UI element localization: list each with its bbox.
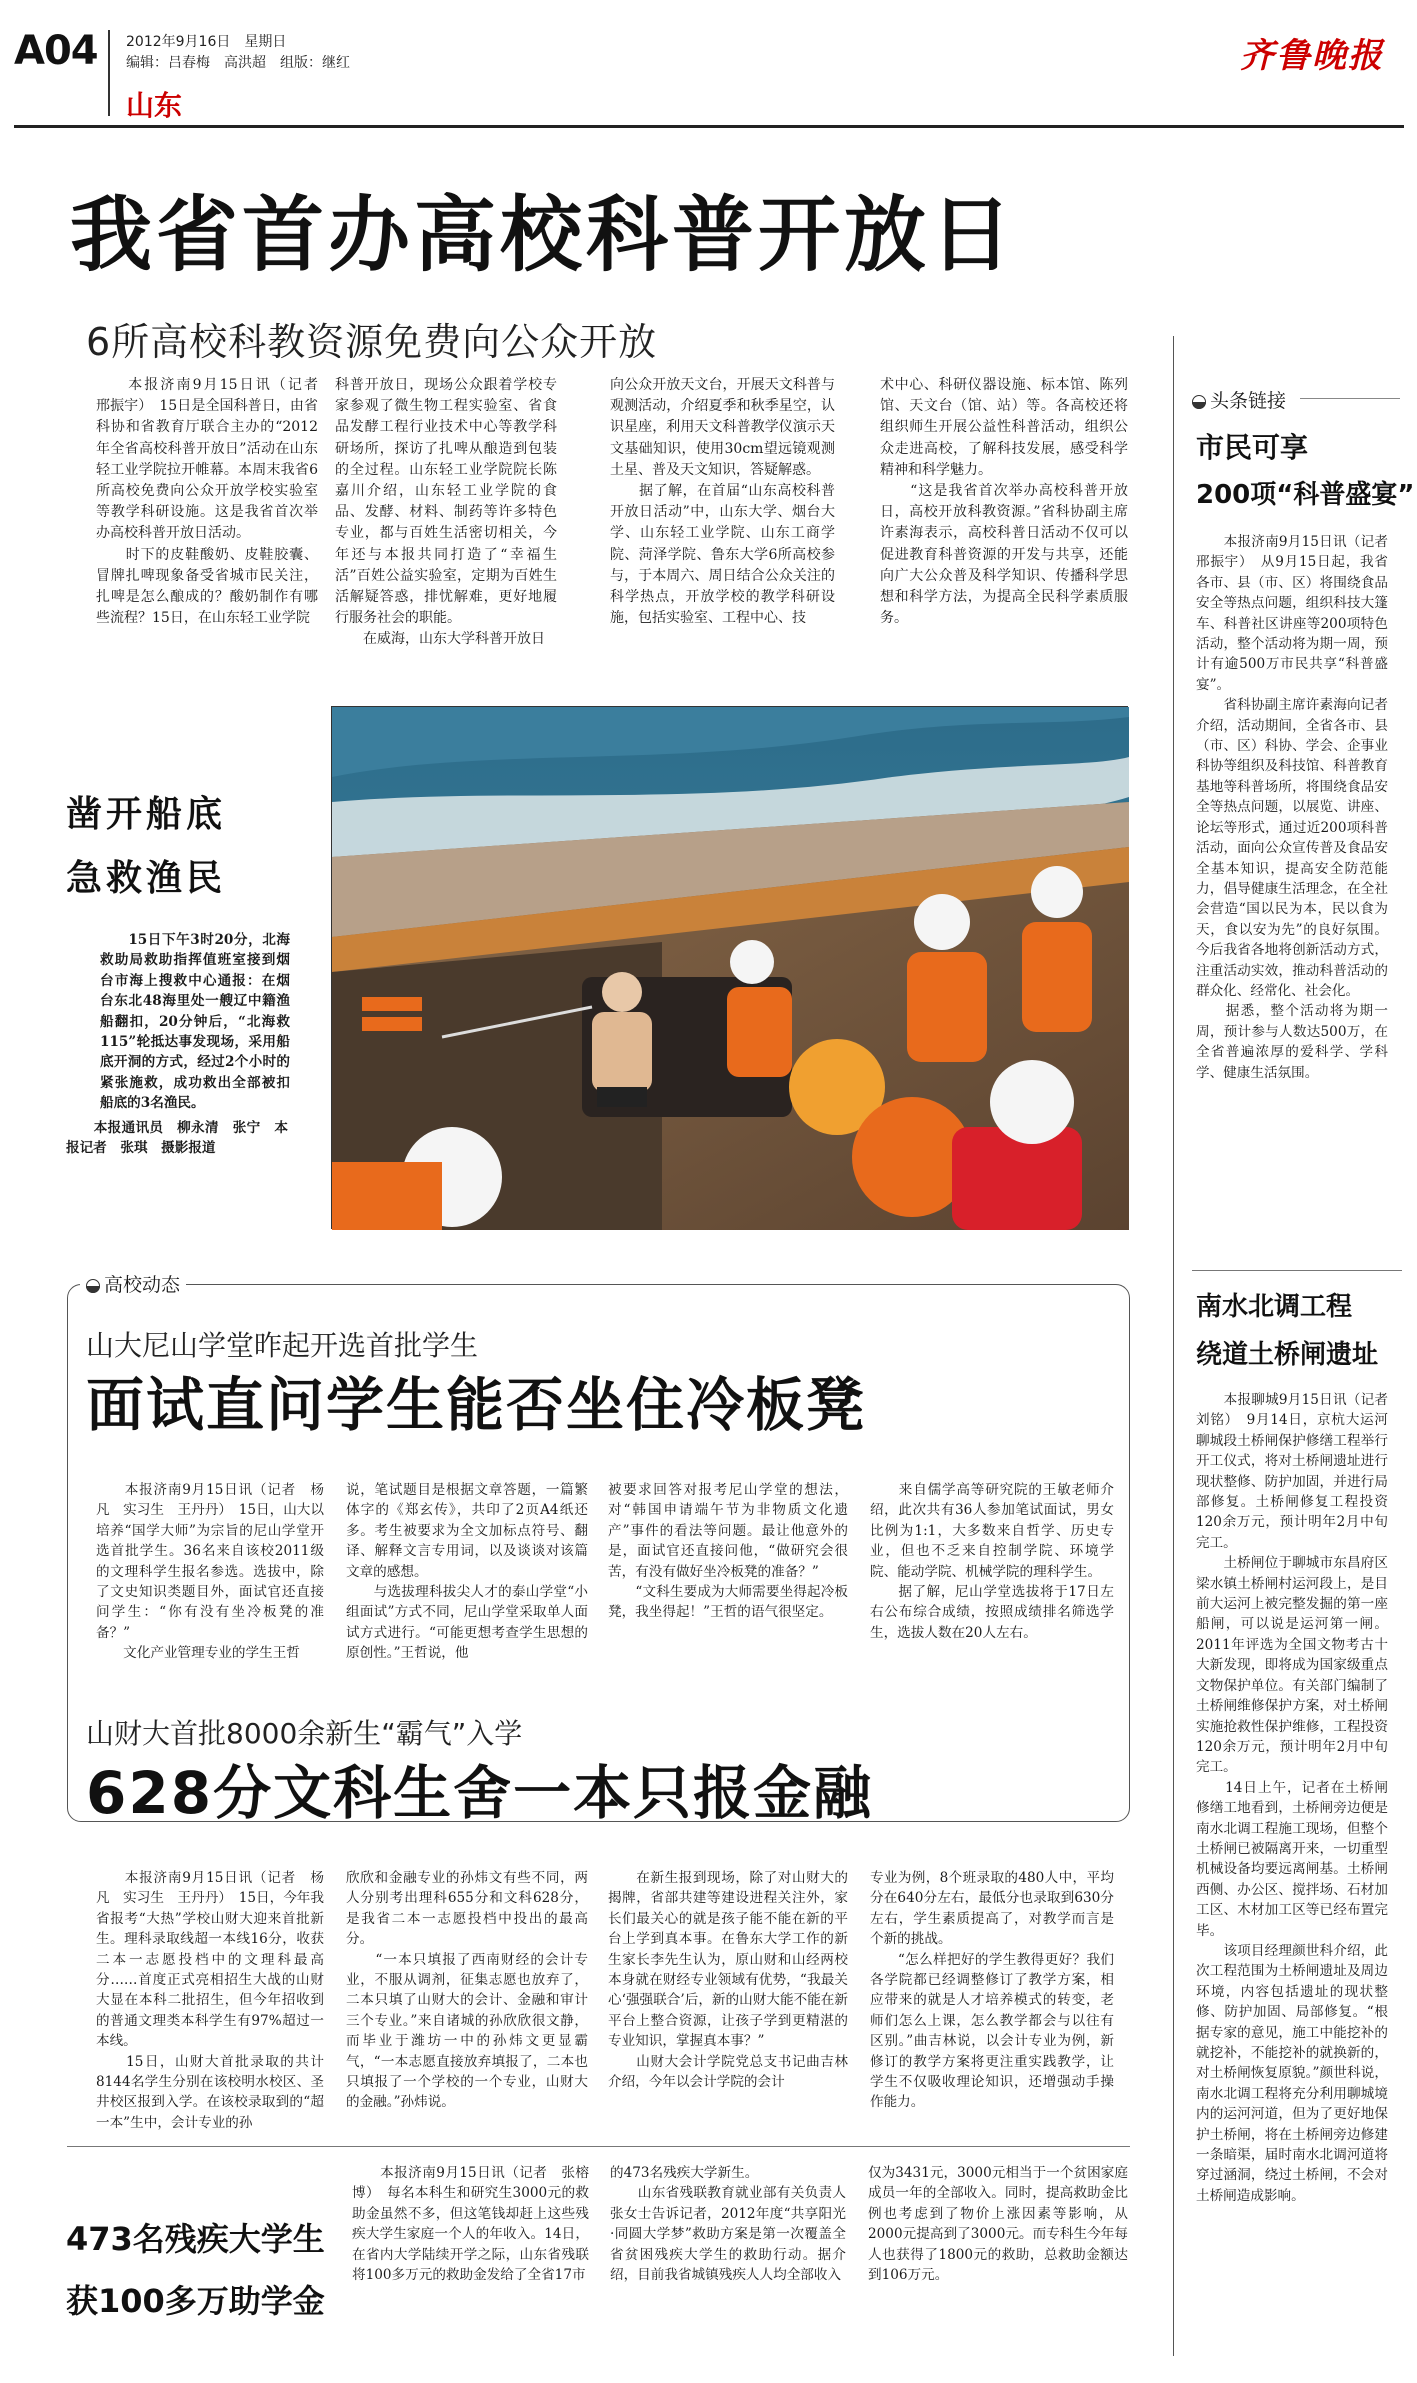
header-rule <box>14 125 1404 128</box>
tag-bullet-icon <box>86 1279 100 1293</box>
canal-top-rule <box>1192 1270 1402 1271</box>
lead-column-1: 本报济南9月15日讯（记者 邢振宇） 15日是全国科普日，由省科协和省教育厅联合主办的“2012年全省高校科普开放日”活动在山东轻工业学院拉开帷幕。本周末我省6所高校免费向公众开放学校实验室等教学科研设施。这是我省首次举办高校科普开放日活动。 时下的皮鞋酸奶、皮鞋胶囊、冒牌扎啤现象备受省城市民关注，扎啤是怎么酿成的？酸奶制作有哪些流程？15日，在山东轻工业学院 <box>96 377 318 627</box>
story2-column-2: 欣欣和金融专业的孙炜文有些不同，两人分别考出理科655分和文科628分，是我省二本一志愿投档中投出的最高分。 “一本只填报了西南财经的会计专业，不服从调剂，征集志愿也放弃了，二本只填了山财大的会计、金融和审计三个专业。”来自诸城的孙欣欣很文静，而毕业于潍坊一中的孙炜文更显霸气，“一本志愿直接放弃填报了，二本也只填报了一个学校的一个专业，山财大的金融。”孙炜说。 <box>346 1870 588 2111</box>
story1-column-4: 来自儒学高等研究院的王敏老师介绍，此次共有36人参加笔试面试，男女比例为1:1，大多数来自哲学、历史专业，但也不乏来自控制学院、环境学院、能动学院、机械学院的理科学生。 据了解，尼山学堂选拔将于17日左右公布综合成绩，按照成绩排名筛选学生，选拔人数在20人左右。 <box>870 1482 1114 1641</box>
masthead-logo: 齐鲁晚报 <box>1240 36 1384 76</box>
story1-kicker: 山大尼山学堂昨起开选首批学生 <box>86 1329 479 1362</box>
canal-title-2: 绕道土桥闸遗址 <box>1196 1340 1379 1370</box>
story2-headline: 628分文科生舍一本只报金融 <box>86 1759 874 1827</box>
header-divider <box>108 30 110 116</box>
story2-column-1: 本报济南9月15日讯（记者 杨凡 实习生 王丹丹） 15日，今年我省报考“大热”学校山财大迎来首批新生。理科录取线超一本线16分，收获二本一志愿投档中的文理科最高分……首度正式亮相招生大战的山财大显在本科二批招生，但今年招收到的普通文理类本科学生有97%超过一本线。 15日，山财大首批录取的共计8144名学生分别在该校明水校区、圣井校区报到入学。在该校录取到的“超一本”生中，会计专业的孙 <box>96 1870 324 2131</box>
lead-column-2: 科普开放日，现场公众跟着学校专家参观了微生物工程实验室、省食品发酵工程行业技术中心等教学科研场所，探访了扎啤从酿造到包装的全过程。山东轻工业学院院长陈嘉川介绍，山东轻工业学院的食品、发酵、材料、制药等许多特色专业，都与百姓生活密切相关，今年还与本报共同打造了“幸福生活”百姓公益实验室，定期为百姓生活解疑答惑，排忧解难，更好地履行服务社会的职能。 在威海，山东大学科普开放日 <box>335 377 557 648</box>
rescue-photo-illustration <box>332 707 1129 1230</box>
lead-subtitle: 6所高校科教资源免费向公众开放 <box>86 320 658 364</box>
right-column-divider <box>1173 336 1174 2356</box>
story1-column-2: 说，笔试题目是根据文章答题，一篇繁体字的《郑玄传》，共印了2页A4纸还多。考生被要求为全文加标点符号、翻译、解释文言专用词，以及谈谈对该篇文章的感想。 与选拔理科拔尖人才的泰山学堂“小组面试”方式不同，尼山学堂采取单人面试方式进行。“可能更想考查学生思想的原创性。”王哲说，他 <box>346 1482 588 1662</box>
sidebar-top-tag <box>1192 386 1286 413</box>
date-line: 2012年9月16日 星期日 <box>126 34 287 50</box>
sidebar-top-title-1: 市民可享 <box>1196 431 1309 464</box>
lead-column-4: 术中心、科研仪器设施、标本馆、陈列馆、天文台（馆、站）等。各高校还将组织师生开展公益性科普活动，组织公众走进高校，了解科技发展，感受科学精神和科学魅力。 “这是我省首次举办高校科普开放日，高校开放科教资源。”省科协副主席许素海表示，高校科普日活动不仅可以促进教育科普资源的开发与共享，还能向广大公众普及科学知识、传播科学思想和科学方法，为提高全民科学素质服务。 <box>880 377 1128 627</box>
rescue-title-1: 凿开船底 <box>66 794 227 835</box>
rescue-body: 15日下午3时20分，北海救助局救助指挥值班室接到烟台市海上搜救中心通报：在烟台东北48海里处一艘辽中籍渔船翻扣，20分钟后，“北海救115”轮抵达事发现场，采用船底开洞的方式，经过2个小时的紧张施救，成功救出全部被扣船底的3名渔民。 <box>100 932 290 1112</box>
story1-column-1: 本报济南9月15日讯（记者 杨凡 实习生 王丹丹） 15日，山大以培养“国学大师”为宗旨的尼山学堂开选首批学生。36名来自该校2011级的文理科学生报名参选。选拔中，除了文史知识类题目外，面试官还直接问学生：“你有没有坐冷板凳的准备？” 文化产业管理专业的学生王哲 <box>96 1482 324 1662</box>
disabled-column-2: 的473名残疾大学新生。 山东省残联教育就业部有关负责人张女士告诉记者，2012年度“共享阳光·同圆大学梦”救助方案是第一次覆盖全省贫困残疾大学生的救助行动。据介绍，目前我省城镇残疾人人均全部收入 <box>610 2165 846 2284</box>
sidebar-top-body: 本报济南9月15日讯（记者 邢振宇） 从9月15日起，我省各市、县（市、区）将围绕食品安全等热点问题，组织科技大篷车、科普社区讲座等200项特色活动，整个活动将为期一周，预计有逾500万市民共享“科普盛宴”。 省科协副主席许素海向记者介绍，活动期间，全省各市、县（市、区）科协、学会、企事业科协等组织及科技馆、科普教育基地等科普场所，将围绕食品安全等热点问题，以展览、讲座、论坛等形式，通过近200项科普活动，面向公众宣传普及食品安全基本知识，提高安全防范能力，倡导健康生活理念，在全社会营造“国以民为本，民以食为天，食以安为先”的良好氛围。今后我省各地将创新活动方式，注重活动实效，推动科普活动的群众化、经常化、社会化。 据悉，整个活动将为期一周，预计参与人数达500万，在全省普遍浓厚的爱科学、学科学、健康生活氛围。 <box>1196 534 1388 1081</box>
story1-headline: 面试直问学生能否坐住冷板凳 <box>86 1371 867 1439</box>
page-code: A04 <box>14 28 98 74</box>
campus-bottom-rule <box>67 2146 1130 2147</box>
sidebar-top-tag-text: 头条链接 <box>1210 390 1287 412</box>
section-name: 山东 <box>126 89 183 122</box>
sidebar-tag-rule <box>1300 398 1400 399</box>
editors-line: 编辑：吕春梅 高洪超 组版：继红 <box>126 55 350 71</box>
disabled-title-1: 473名残疾大学生 <box>66 2220 325 2258</box>
campus-tag <box>80 1270 186 1297</box>
lead-column-3: 向公众开放天文台，开展天文科普与观测活动，介绍夏季和秋季星空，认识星座，利用天文科普教学仪演示天文基础知识，使用30cm望远镜观测土星、普及天文知识，答疑解惑。 据了解，在首届“山东高校科普开放日活动”中，山东大学、烟台大学、山东轻工业学院、山东工商学院、菏泽学院、鲁东大学6所高校参与，于本周六、周日结合公众关注的科学热点，开放学校的教学科研设施，包括实验室、工程中心、技 <box>610 377 835 627</box>
disabled-title-2: 获100多万助学金 <box>66 2282 325 2320</box>
disabled-column-1: 本报济南9月15日讯（记者 张榕博） 每名本科生和研究生3000元的救助金虽然不多，但这笔钱却赶上这些残疾大学生家庭一个人的年收入。14日，在省内大学陆续开学之际，山东省残联将100多万元的救助金发给了全省17市 <box>352 2165 589 2284</box>
disabled-column-3: 仅为3431元，3000元相当于一个贫困家庭成员一年的全部收入。同时，提高救助金比例也考虑到了物价上涨因素等影响，从2000元提高到了3000元。而专科生今年每人也获得了1800元的救助，总救助金额达到106万元。 <box>868 2165 1128 2284</box>
rescue-title-2: 急救渔民 <box>66 858 227 899</box>
canal-body: 本报聊城9月15日讯（记者 刘铭） 9月14日，京杭大运河聊城段土桥闸保护修缮工程举行开工仪式，将对土桥闸遗址进行现状整修、防护加固，并进行局部修复。土桥闸修复工程投资120余万元，预计明年2月中旬完工。 土桥闸位于聊城市东昌府区梁水镇土桥闸村运河段上，是目前大运河上被完整发掘的第一座船闸，可以说是运河第一闸。2011年评选为全国文物考古十大新发现，即将成为国家级重点文物保护单位。有关部门编制了土桥闸维修保护方案，对土桥闸实施抢救性保护维修，工程投资120余万元，预计明年2月中旬完工。 14日上午，记者在土桥闸修缮工地看到，土桥闸旁边便是南水北调工程施工现场，但整个土桥闸已被隔离开来，一切重型机械设备均要远离闸基。土桥闸西侧、办公区、搅拌场、石材加工区、木材加工区等已经布置完毕。 该项目经理颜世科介绍，此次工程范围为土桥闸遗址及周边环境，内容包括遗址的现状整修、防护加固、局部修复。“根据专家的意见，施工中能挖补的就挖补，不能挖补的就换新的，对土桥闸恢复原貌。”颜世科说，南水北调工程将充分利用聊城境内的运河河道，但为了更好地保护土桥闸，将在土桥闸旁边修建一条暗渠，届时南水北调河道将穿过涵洞，绕过土桥闸，不会对土桥闸造成影响。 <box>1196 1392 1388 2204</box>
canal-title-1: 南水北调工程 <box>1196 1292 1353 1322</box>
story2-column-3: 在新生报到现场，除了对山财大的揭牌，省部共建等建设进程关注外，家长们最关心的就是孩子能不能在新的平台上学到真本事。在鲁东大学工作的新生家长李先生认为，原山财和山经两校本身就在财经专业领域有优势，“我最关心‘强强联合’后，新的山财大能不能在新平台上整合资源，让孩子学到更精湛的专业知识，掌握真本事？” 山财大会计学院党总支书记曲吉林介绍，今年以会计学院的会计 <box>608 1870 848 2091</box>
rescue-credit: 本报通讯员 柳永清 张宁 本报记者 张琪 摄影报道 <box>66 1120 288 1157</box>
tag-bullet-icon <box>1192 395 1206 409</box>
sidebar-top-title-2: 200项“科普盛宴” <box>1196 480 1415 510</box>
story2-kicker: 山财大首批8000余新生“霸气”入学 <box>86 1717 523 1750</box>
lead-headline: 我省首办高校科普开放日 <box>70 188 1017 283</box>
story2-column-4: 专业为例，8个班录取的480人中，平均分在640分左右，最低分也录取到630分左右，学生素质提高了，对教学而言是个新的挑战。 “怎么样把好的学生教得更好？我们各学院都已经调整修订了教学方案，相应带来的就是人才培养模式的转变，老师们怎么上课，怎么教学都会与以往有区别。”曲吉林说，以会计专业为例，新修订的教学方案将更注重实践教学，让学生不仅吸收理论知识，还增强动手操作能力。 <box>870 1870 1114 2111</box>
campus-tag-text: 高校动态 <box>104 1274 181 1296</box>
story1-column-3: 被要求回答对报考尼山学堂的想法，对“韩国申请端午节为非物质文化遗产”事件的看法等问题。最让他意外的是，面试官还直接问他，“做研究会很苦，有没有做好坐冷板凳的准备？” “文科生要成为大师需要坐得起冷板凳，我坐得起！”王哲的语气很坚定。 <box>608 1482 848 1621</box>
rescue-photo <box>331 706 1128 1229</box>
